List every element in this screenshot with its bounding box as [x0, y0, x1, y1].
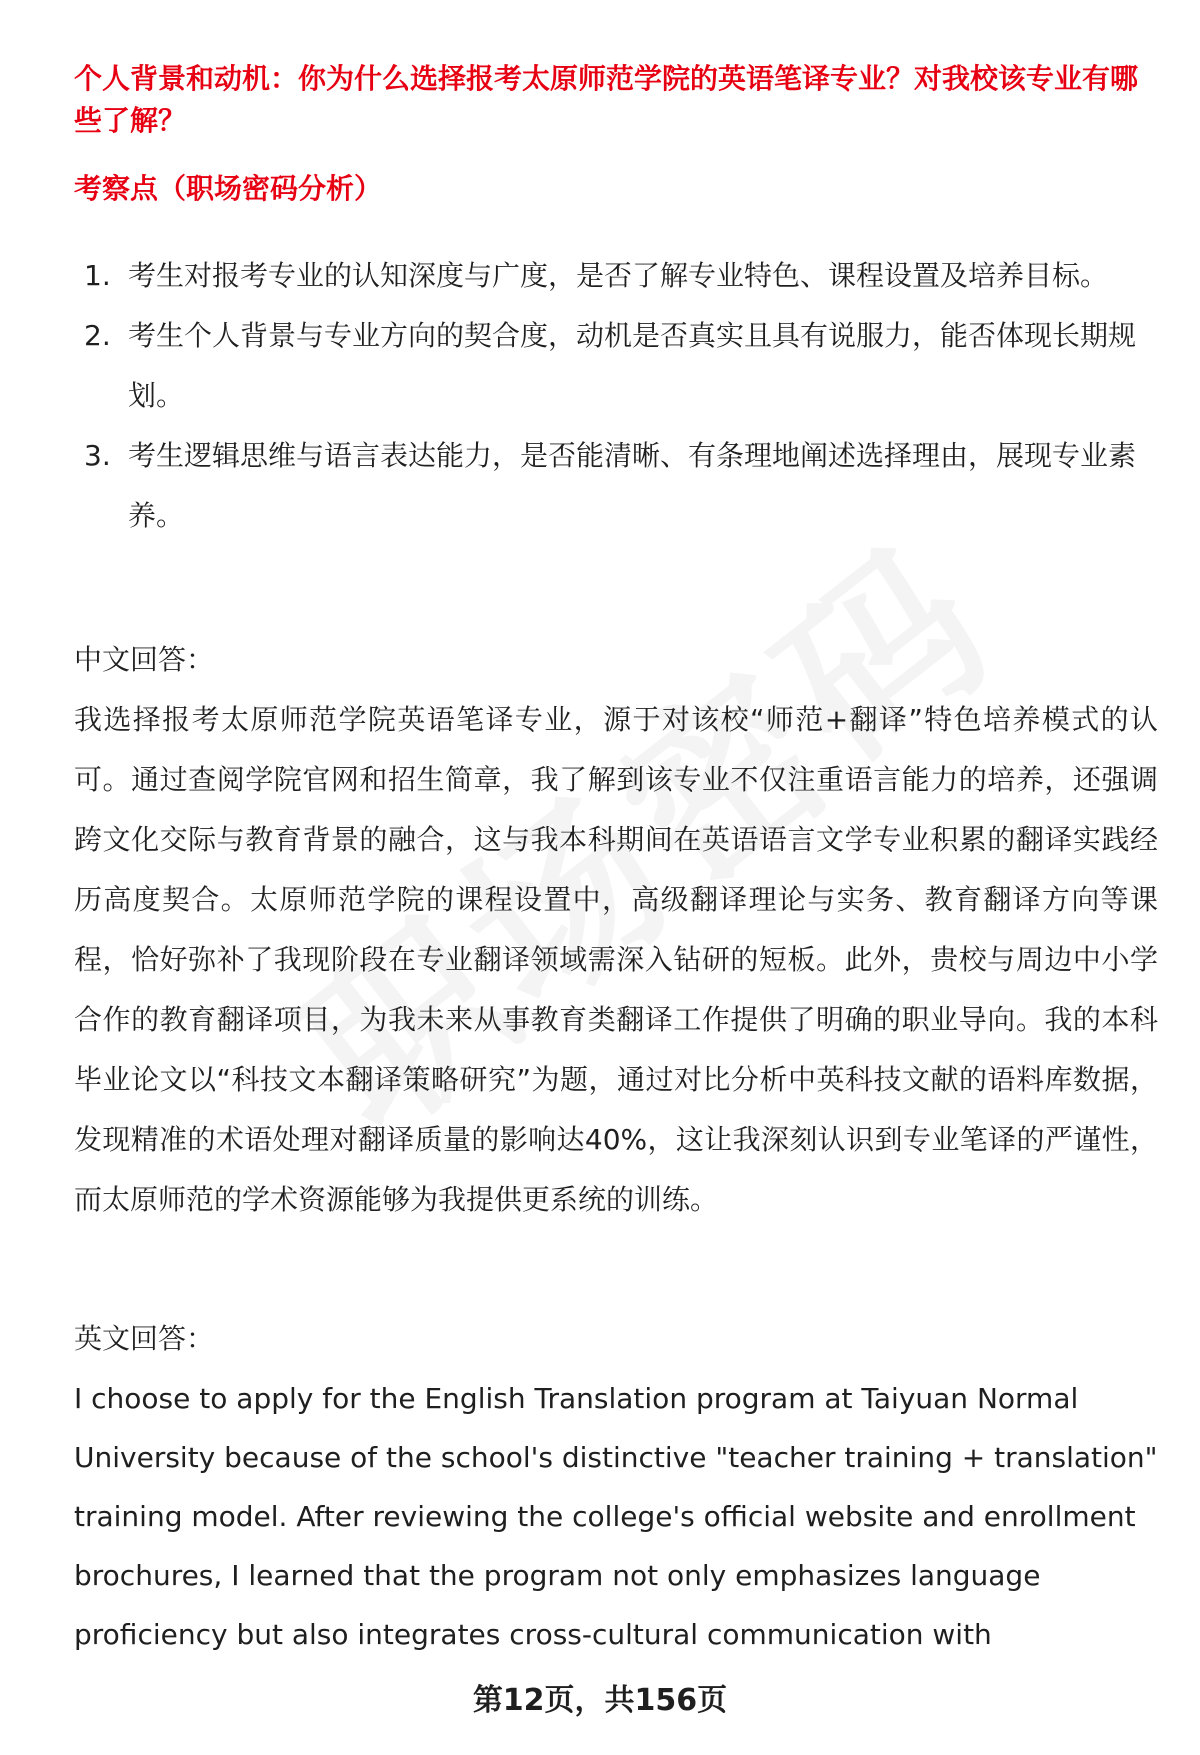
list-item-text: 考生个人背景与专业方向的契合度，动机是否真实且具有说服力，能否体现长期规划。 [128, 319, 1137, 412]
question-heading: 个人背景和动机：你为什么选择报考太原师范学院的英语笔译专业？对我校该专业有哪些了解？ [74, 62, 1139, 137]
list-item-number: 3. [84, 439, 111, 472]
english-answer-label: 英文回答： [74, 1322, 215, 1355]
list-item [74, 246, 1154, 306]
assessment-points-heading: 考察点（职场密码分析） [74, 172, 383, 205]
english-answer-text: I choose to apply for the English Translation program at Taiyuan Normal University because of the school's distinctive "teacher training + translation" training model. After reviewing the college's official website and enrollment brochures, I learned that the program not only emphasizes language proficiency but also integrates cross-cultural communication with [74, 1382, 1158, 1651]
list-item-number: 2. [84, 319, 111, 352]
assessment-points-list [74, 246, 1154, 546]
list-item [74, 426, 1154, 546]
list-item-text: 考生逻辑思维与语言表达能力，是否能清晰、有条理地阐述选择理由，展现专业素养。 [128, 439, 1137, 532]
list-item-number: 1. [84, 259, 111, 292]
page-number-footer: 第12页，共156页 [472, 1683, 728, 1718]
chinese-answer-text: 我选择报考太原师范学院英语笔译专业，源于对该校“师范+翻译”特色培养模式的认可。通过查阅学院官网和招生简章，我了解到该专业不仅注重语言能力的培养，还强调跨文化交际与教育背景的融合，这与我本科期间在英语语言文学专业积累的翻译实践经历高度契合。太原师范学院的课程设置中，高级翻译理论与实务、教育翻译方向等课程，恰好弥补了我现阶段在专业翻译领域需深入钻研的短板。此外，贵校与周边中小学合作的教育翻译项目，为我未来从事教育类翻译工作提供了明确的职业导向。我的本科毕业论文以“科技文本翻译策略研究”为题，通过对比分析中英科技文献的语料库数据，发现精准的术语处理对翻译质量的影响达40%，这让我深刻认识到专业笔译的严谨性，而太原师范的学术资源能够为我提供更系统的训练。 [74, 703, 1158, 1216]
chinese-answer-label: 中文回答： [74, 643, 215, 676]
list-item-text: 考生对报考专业的认知深度与广度，是否了解专业特色、课程设置及培养目标。 [128, 259, 1109, 292]
list-item [74, 306, 1154, 426]
